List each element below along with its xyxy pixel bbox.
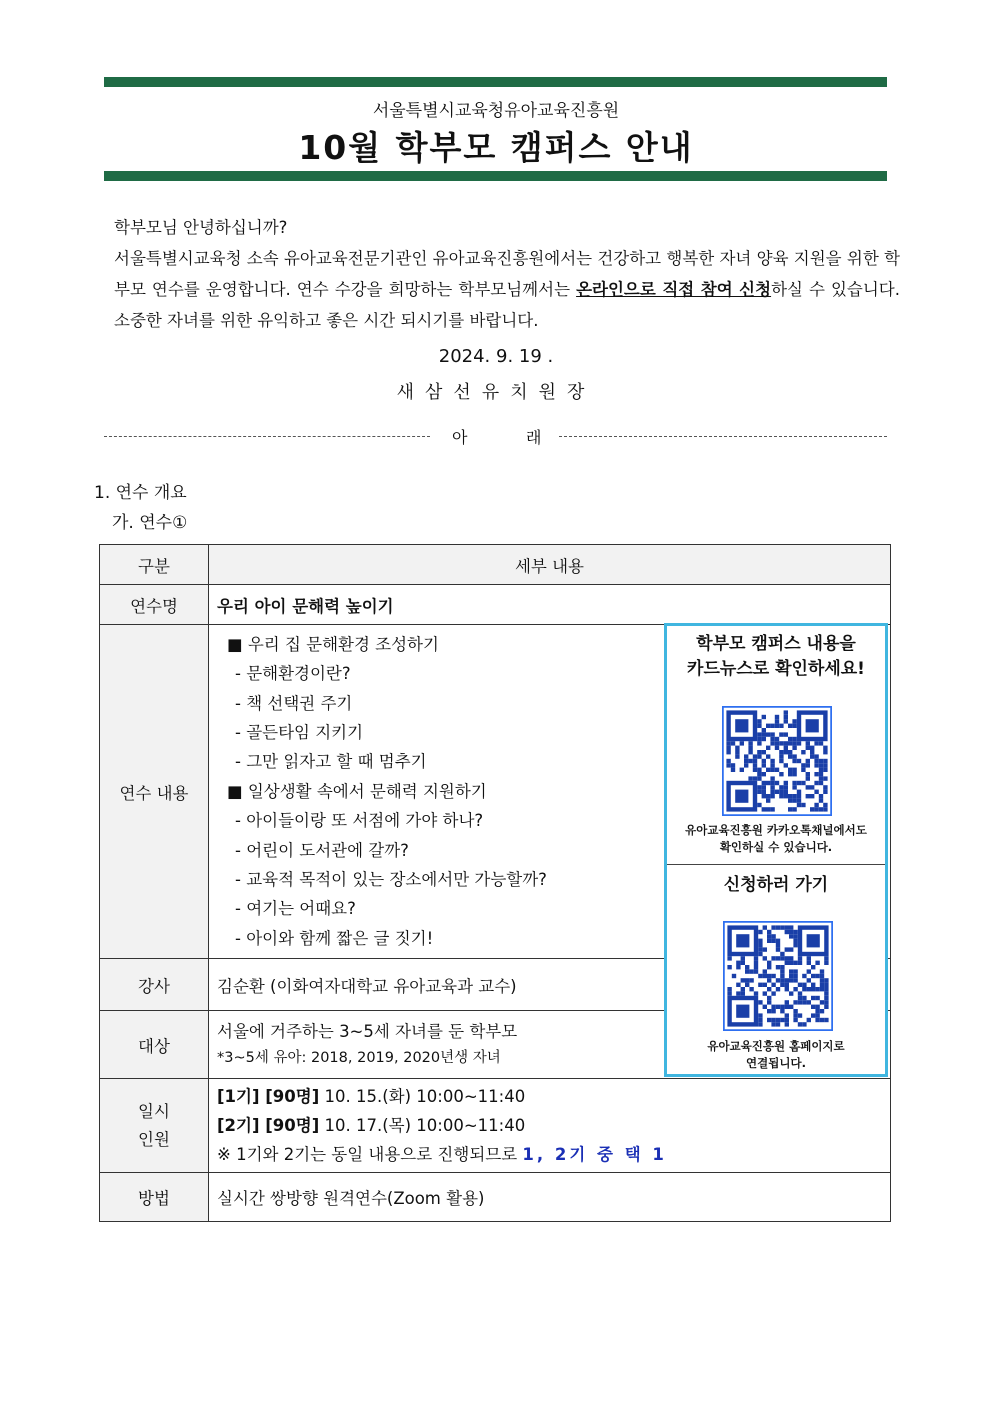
qr-panel-separator — [667, 864, 885, 865]
schedule-label-date: 일시 — [138, 1101, 170, 1121]
list-item: - 책 선택권 주기 — [235, 693, 353, 713]
row-label-instructor: 강사 — [100, 959, 209, 1011]
divider-dash-right — [559, 436, 887, 437]
intro-paragraph-end: 하실 수 있습니다. 소중한 자녀를 위한 유익하고 좋은 시간 되시기를 바랍니다. — [114, 280, 900, 330]
qr-caption-2 — [667, 1038, 885, 1072]
divider-label-right: 래 — [526, 428, 542, 447]
table-row — [100, 1173, 891, 1222]
table-row — [100, 585, 891, 625]
table-row — [100, 1079, 891, 1173]
list-item: - 어린이 도서관에 갈까? — [235, 840, 409, 860]
list-item: - 아이와 함께 짧은 글 짓기! — [235, 928, 434, 948]
training-name: 우리 아이 문해력 높이기 — [209, 585, 891, 625]
session-1 — [217, 1082, 882, 1111]
session-1-time: 10. 15.(화) 10:00~11:40 — [319, 1087, 526, 1106]
header-details: 세부 내용 — [209, 545, 891, 585]
row-label-content: 연수 내용 — [100, 625, 209, 959]
header-top-bar — [104, 77, 887, 87]
target-value: 서울에 거주하는 3~5세 자녀를 둔 학부모 — [217, 1021, 518, 1041]
list-item: - 골든타임 지키기 — [235, 722, 364, 742]
organization-name: 서울특별시교육청유아교육진흥원 — [372, 101, 620, 121]
qr-panel-title-apply: 신청하러 가기 — [723, 875, 829, 895]
list-item: ■ 일상생활 속에서 문해력 지원하기 — [227, 781, 487, 801]
list-item: - 그만 읽자고 할 때 멈추기 — [235, 752, 427, 772]
table-header-row — [100, 545, 891, 585]
qr-code-cardnews[interactable] — [722, 706, 832, 816]
intro-paragraph-start: 서울특별시교육청 소속 유아교육전문기관인 유아교육진흥원에서는 건강하고 행복한 자녀 양육 지원을 위한 학부모 연수를 운영합니다. 연수 수강을 희망하는 학부모님께서는 — [114, 249, 900, 299]
qr-caption-1 — [667, 822, 885, 856]
target-note: *3~5세 유아: 2018, 2019, 2020년생 자녀 — [217, 1049, 501, 1066]
section-heading: 1. 연수 개요 — [94, 483, 187, 503]
instructor-value: 김순환 (이화여자대학교 유아교육과 교수) — [209, 959, 891, 1011]
page-title: 10월 학부모 캠퍼스 안내 — [298, 128, 694, 167]
schedule-note — [217, 1140, 882, 1169]
header-category: 구분 — [100, 545, 209, 585]
schedule-cell — [209, 1079, 891, 1173]
qr-caption-1-line1: 유아교육진흥원 카카오톡채널에서도 — [685, 823, 867, 837]
qr-panel-title — [667, 632, 885, 682]
qr-caption-1-line2: 확인하실 수 있습니다. — [719, 840, 833, 854]
header-bottom-bar — [104, 171, 887, 181]
schedule-note-emphasis: 1, 2기 중 택 1 — [522, 1145, 667, 1164]
session-1-label: [1기] [90명] — [217, 1087, 320, 1106]
schedule-label-capacity: 인원 — [138, 1129, 170, 1149]
divider-dash-left — [104, 436, 430, 437]
list-item: - 문해환경이란? — [235, 664, 351, 684]
section-subheading: 가. 연수① — [112, 513, 188, 533]
session-2 — [217, 1111, 882, 1140]
session-2-time: 10. 17.(목) 10:00~11:40 — [319, 1116, 526, 1135]
document-date: 2024. 9. 19 . — [438, 346, 554, 367]
qr-code-apply[interactable] — [723, 921, 833, 1031]
qr-caption-2-line1: 유아교육진흥원 홈페이지로 — [707, 1039, 845, 1053]
row-label-target: 대상 — [100, 1011, 209, 1079]
schedule-note-text: ※ 1기와 2기는 동일 내용으로 진행되므로 — [217, 1145, 523, 1164]
intro-text — [94, 212, 900, 336]
qr-title-line1: 학부모 캠퍼스 내용을 — [696, 634, 856, 654]
divider-label-left: 아 — [452, 428, 468, 447]
intro-paragraph — [94, 243, 900, 336]
session-2-label: [2기] [90명] — [217, 1116, 320, 1135]
row-label-schedule — [100, 1079, 209, 1173]
qr-title-line2: 카드뉴스로 확인하세요! — [687, 659, 865, 679]
section-divider — [104, 425, 887, 447]
principal-signature: 새삼선유치원장 — [396, 382, 596, 403]
intro-emphasis: 온라인으로 직접 참여 신청 — [576, 280, 772, 299]
qr-panel — [664, 623, 888, 1077]
list-item: - 여기는 어때요? — [235, 899, 356, 919]
row-label-method: 방법 — [100, 1173, 209, 1222]
greeting: 학부모님 안녕하십니까? — [114, 218, 288, 237]
list-item: - 교육적 목적이 있는 장소에서만 가능할까? — [235, 870, 547, 890]
row-label-name: 연수명 — [100, 585, 209, 625]
method-value: 실시간 쌍방향 원격연수(Zoom 활용) — [209, 1173, 891, 1222]
list-item: ■ 우리 집 문해환경 조성하기 — [227, 634, 439, 654]
list-item: - 아이들이랑 또 서점에 가야 하나? — [235, 811, 484, 831]
qr-caption-2-line2: 연결됩니다. — [746, 1056, 806, 1070]
